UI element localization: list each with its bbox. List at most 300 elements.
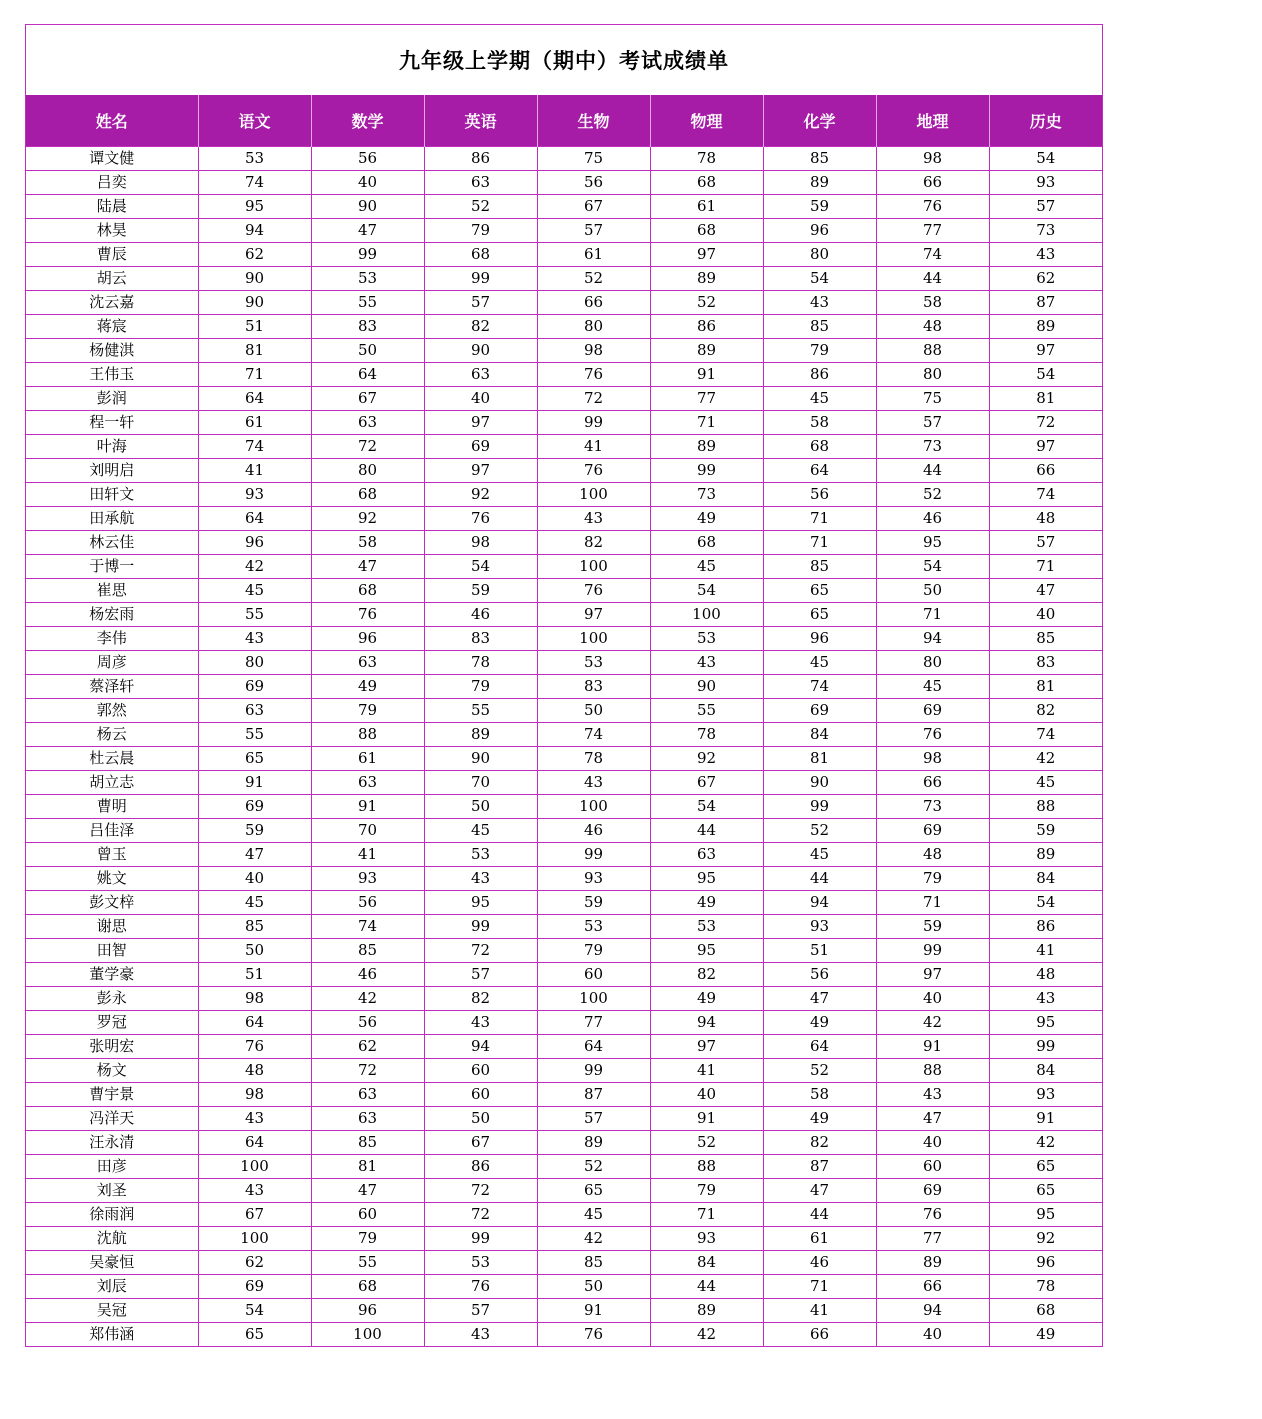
english-score-cell[interactable]: 69	[424, 435, 537, 459]
chinese-score-cell[interactable]: 61	[198, 411, 311, 435]
history-score-cell[interactable]: 62	[989, 267, 1102, 291]
physics-score-cell[interactable]: 68	[650, 171, 763, 195]
chemistry-score-cell[interactable]: 47	[763, 987, 876, 1011]
history-score-cell[interactable]: 42	[989, 747, 1102, 771]
biology-score-cell[interactable]: 89	[537, 1131, 650, 1155]
geography-score-cell[interactable]: 71	[876, 891, 989, 915]
geography-score-cell[interactable]: 73	[876, 435, 989, 459]
math-score-cell[interactable]: 50	[311, 339, 424, 363]
math-score-cell[interactable]: 92	[311, 507, 424, 531]
history-score-cell[interactable]: 97	[989, 339, 1102, 363]
chemistry-score-cell[interactable]: 65	[763, 603, 876, 627]
biology-score-cell[interactable]: 98	[537, 339, 650, 363]
english-score-cell[interactable]: 98	[424, 531, 537, 555]
column-header-geography[interactable]: 地理	[876, 95, 989, 147]
student-name-cell[interactable]: 吕奕	[26, 171, 198, 195]
geography-score-cell[interactable]: 40	[876, 1323, 989, 1347]
geography-score-cell[interactable]: 77	[876, 1227, 989, 1251]
chinese-score-cell[interactable]: 51	[198, 315, 311, 339]
math-score-cell[interactable]: 68	[311, 483, 424, 507]
chinese-score-cell[interactable]: 54	[198, 1299, 311, 1323]
math-score-cell[interactable]: 61	[311, 747, 424, 771]
history-score-cell[interactable]: 71	[989, 555, 1102, 579]
biology-score-cell[interactable]: 100	[537, 795, 650, 819]
biology-score-cell[interactable]: 99	[537, 411, 650, 435]
student-name-cell[interactable]: 于博一	[26, 555, 198, 579]
biology-score-cell[interactable]: 99	[537, 843, 650, 867]
chemistry-score-cell[interactable]: 93	[763, 915, 876, 939]
math-score-cell[interactable]: 70	[311, 819, 424, 843]
physics-score-cell[interactable]: 53	[650, 627, 763, 651]
student-name-cell[interactable]: 叶海	[26, 435, 198, 459]
chemistry-score-cell[interactable]: 94	[763, 891, 876, 915]
english-score-cell[interactable]: 86	[424, 1155, 537, 1179]
column-header-english[interactable]: 英语	[424, 95, 537, 147]
student-name-cell[interactable]: 田智	[26, 939, 198, 963]
biology-score-cell[interactable]: 43	[537, 507, 650, 531]
history-score-cell[interactable]: 41	[989, 939, 1102, 963]
physics-score-cell[interactable]: 100	[650, 603, 763, 627]
chinese-score-cell[interactable]: 67	[198, 1203, 311, 1227]
geography-score-cell[interactable]: 99	[876, 939, 989, 963]
column-header-history[interactable]: 历史	[989, 95, 1102, 147]
english-score-cell[interactable]: 90	[424, 747, 537, 771]
math-score-cell[interactable]: 81	[311, 1155, 424, 1179]
geography-score-cell[interactable]: 66	[876, 1275, 989, 1299]
math-score-cell[interactable]: 55	[311, 291, 424, 315]
column-header-math[interactable]: 数学	[311, 95, 424, 147]
chinese-score-cell[interactable]: 55	[198, 723, 311, 747]
geography-score-cell[interactable]: 42	[876, 1011, 989, 1035]
chemistry-score-cell[interactable]: 82	[763, 1131, 876, 1155]
english-score-cell[interactable]: 57	[424, 291, 537, 315]
history-score-cell[interactable]: 45	[989, 771, 1102, 795]
chemistry-score-cell[interactable]: 43	[763, 291, 876, 315]
chemistry-score-cell[interactable]: 56	[763, 963, 876, 987]
chinese-score-cell[interactable]: 90	[198, 291, 311, 315]
chinese-score-cell[interactable]: 48	[198, 1059, 311, 1083]
chinese-score-cell[interactable]: 43	[198, 1179, 311, 1203]
student-name-cell[interactable]: 田彦	[26, 1155, 198, 1179]
physics-score-cell[interactable]: 41	[650, 1059, 763, 1083]
student-name-cell[interactable]: 郑伟涵	[26, 1323, 198, 1347]
physics-score-cell[interactable]: 91	[650, 363, 763, 387]
english-score-cell[interactable]: 90	[424, 339, 537, 363]
geography-score-cell[interactable]: 71	[876, 603, 989, 627]
math-score-cell[interactable]: 40	[311, 171, 424, 195]
student-name-cell[interactable]: 刘明启	[26, 459, 198, 483]
history-score-cell[interactable]: 78	[989, 1275, 1102, 1299]
english-score-cell[interactable]: 63	[424, 171, 537, 195]
chemistry-score-cell[interactable]: 58	[763, 411, 876, 435]
biology-score-cell[interactable]: 77	[537, 1011, 650, 1035]
history-score-cell[interactable]: 84	[989, 867, 1102, 891]
geography-score-cell[interactable]: 80	[876, 651, 989, 675]
physics-score-cell[interactable]: 40	[650, 1083, 763, 1107]
physics-score-cell[interactable]: 93	[650, 1227, 763, 1251]
chemistry-score-cell[interactable]: 45	[763, 843, 876, 867]
english-score-cell[interactable]: 82	[424, 987, 537, 1011]
geography-score-cell[interactable]: 88	[876, 339, 989, 363]
history-score-cell[interactable]: 84	[989, 1059, 1102, 1083]
chemistry-score-cell[interactable]: 52	[763, 1059, 876, 1083]
history-score-cell[interactable]: 72	[989, 411, 1102, 435]
history-score-cell[interactable]: 86	[989, 915, 1102, 939]
chemistry-score-cell[interactable]: 47	[763, 1179, 876, 1203]
physics-score-cell[interactable]: 54	[650, 795, 763, 819]
english-score-cell[interactable]: 57	[424, 963, 537, 987]
english-score-cell[interactable]: 99	[424, 915, 537, 939]
geography-score-cell[interactable]: 50	[876, 579, 989, 603]
math-score-cell[interactable]: 96	[311, 1299, 424, 1323]
math-score-cell[interactable]: 91	[311, 795, 424, 819]
student-name-cell[interactable]: 冯洋天	[26, 1107, 198, 1131]
english-score-cell[interactable]: 68	[424, 243, 537, 267]
chemistry-score-cell[interactable]: 90	[763, 771, 876, 795]
history-score-cell[interactable]: 83	[989, 651, 1102, 675]
math-score-cell[interactable]: 76	[311, 603, 424, 627]
math-score-cell[interactable]: 96	[311, 627, 424, 651]
history-score-cell[interactable]: 54	[989, 891, 1102, 915]
english-score-cell[interactable]: 89	[424, 723, 537, 747]
english-score-cell[interactable]: 79	[424, 675, 537, 699]
chemistry-score-cell[interactable]: 41	[763, 1299, 876, 1323]
physics-score-cell[interactable]: 94	[650, 1011, 763, 1035]
chinese-score-cell[interactable]: 45	[198, 579, 311, 603]
math-score-cell[interactable]: 47	[311, 219, 424, 243]
physics-score-cell[interactable]: 43	[650, 651, 763, 675]
geography-score-cell[interactable]: 40	[876, 1131, 989, 1155]
english-score-cell[interactable]: 67	[424, 1131, 537, 1155]
biology-score-cell[interactable]: 100	[537, 483, 650, 507]
english-score-cell[interactable]: 50	[424, 795, 537, 819]
geography-score-cell[interactable]: 54	[876, 555, 989, 579]
chemistry-score-cell[interactable]: 44	[763, 867, 876, 891]
physics-score-cell[interactable]: 92	[650, 747, 763, 771]
history-score-cell[interactable]: 65	[989, 1179, 1102, 1203]
math-score-cell[interactable]: 41	[311, 843, 424, 867]
english-score-cell[interactable]: 60	[424, 1059, 537, 1083]
geography-score-cell[interactable]: 46	[876, 507, 989, 531]
biology-score-cell[interactable]: 56	[537, 171, 650, 195]
geography-score-cell[interactable]: 76	[876, 1203, 989, 1227]
chinese-score-cell[interactable]: 95	[198, 195, 311, 219]
chemistry-score-cell[interactable]: 71	[763, 1275, 876, 1299]
geography-score-cell[interactable]: 66	[876, 771, 989, 795]
physics-score-cell[interactable]: 89	[650, 435, 763, 459]
chemistry-score-cell[interactable]: 96	[763, 627, 876, 651]
chemistry-score-cell[interactable]: 58	[763, 1083, 876, 1107]
physics-score-cell[interactable]: 53	[650, 915, 763, 939]
english-score-cell[interactable]: 99	[424, 267, 537, 291]
biology-score-cell[interactable]: 46	[537, 819, 650, 843]
student-name-cell[interactable]: 胡云	[26, 267, 198, 291]
chemistry-score-cell[interactable]: 45	[763, 651, 876, 675]
physics-score-cell[interactable]: 82	[650, 963, 763, 987]
math-score-cell[interactable]: 64	[311, 363, 424, 387]
student-name-cell[interactable]: 郭然	[26, 699, 198, 723]
biology-score-cell[interactable]: 52	[537, 267, 650, 291]
student-name-cell[interactable]: 田承航	[26, 507, 198, 531]
biology-score-cell[interactable]: 65	[537, 1179, 650, 1203]
chinese-score-cell[interactable]: 100	[198, 1155, 311, 1179]
chemistry-score-cell[interactable]: 89	[763, 171, 876, 195]
biology-score-cell[interactable]: 50	[537, 699, 650, 723]
student-name-cell[interactable]: 彭润	[26, 387, 198, 411]
math-score-cell[interactable]: 56	[311, 147, 424, 171]
chemistry-score-cell[interactable]: 81	[763, 747, 876, 771]
history-score-cell[interactable]: 40	[989, 603, 1102, 627]
math-score-cell[interactable]: 63	[311, 411, 424, 435]
student-name-cell[interactable]: 徐雨润	[26, 1203, 198, 1227]
physics-score-cell[interactable]: 68	[650, 531, 763, 555]
student-name-cell[interactable]: 沈航	[26, 1227, 198, 1251]
history-score-cell[interactable]: 85	[989, 627, 1102, 651]
physics-score-cell[interactable]: 84	[650, 1251, 763, 1275]
student-name-cell[interactable]: 曹辰	[26, 243, 198, 267]
chemistry-score-cell[interactable]: 45	[763, 387, 876, 411]
geography-score-cell[interactable]: 52	[876, 483, 989, 507]
math-score-cell[interactable]: 53	[311, 267, 424, 291]
history-score-cell[interactable]: 43	[989, 243, 1102, 267]
english-score-cell[interactable]: 76	[424, 1275, 537, 1299]
math-score-cell[interactable]: 56	[311, 891, 424, 915]
geography-score-cell[interactable]: 43	[876, 1083, 989, 1107]
chemistry-score-cell[interactable]: 85	[763, 147, 876, 171]
chinese-score-cell[interactable]: 42	[198, 555, 311, 579]
student-name-cell[interactable]: 王伟玉	[26, 363, 198, 387]
math-score-cell[interactable]: 60	[311, 1203, 424, 1227]
history-score-cell[interactable]: 99	[989, 1035, 1102, 1059]
english-score-cell[interactable]: 97	[424, 459, 537, 483]
student-name-cell[interactable]: 吴豪恒	[26, 1251, 198, 1275]
physics-score-cell[interactable]: 44	[650, 819, 763, 843]
student-name-cell[interactable]: 曾玉	[26, 843, 198, 867]
geography-score-cell[interactable]: 75	[876, 387, 989, 411]
math-score-cell[interactable]: 55	[311, 1251, 424, 1275]
history-score-cell[interactable]: 49	[989, 1323, 1102, 1347]
biology-score-cell[interactable]: 91	[537, 1299, 650, 1323]
physics-score-cell[interactable]: 78	[650, 723, 763, 747]
chinese-score-cell[interactable]: 63	[198, 699, 311, 723]
biology-score-cell[interactable]: 99	[537, 1059, 650, 1083]
english-score-cell[interactable]: 79	[424, 219, 537, 243]
physics-score-cell[interactable]: 49	[650, 507, 763, 531]
english-score-cell[interactable]: 40	[424, 387, 537, 411]
chemistry-score-cell[interactable]: 85	[763, 315, 876, 339]
chinese-score-cell[interactable]: 69	[198, 675, 311, 699]
english-score-cell[interactable]: 53	[424, 1251, 537, 1275]
chinese-score-cell[interactable]: 96	[198, 531, 311, 555]
biology-score-cell[interactable]: 87	[537, 1083, 650, 1107]
biology-score-cell[interactable]: 53	[537, 915, 650, 939]
chemistry-score-cell[interactable]: 69	[763, 699, 876, 723]
english-score-cell[interactable]: 43	[424, 1011, 537, 1035]
physics-score-cell[interactable]: 55	[650, 699, 763, 723]
history-score-cell[interactable]: 81	[989, 387, 1102, 411]
student-name-cell[interactable]: 吕佳泽	[26, 819, 198, 843]
history-score-cell[interactable]: 91	[989, 1107, 1102, 1131]
chinese-score-cell[interactable]: 98	[198, 987, 311, 1011]
biology-score-cell[interactable]: 97	[537, 603, 650, 627]
history-score-cell[interactable]: 92	[989, 1227, 1102, 1251]
math-score-cell[interactable]: 63	[311, 651, 424, 675]
biology-score-cell[interactable]: 100	[537, 555, 650, 579]
english-score-cell[interactable]: 53	[424, 843, 537, 867]
history-score-cell[interactable]: 65	[989, 1155, 1102, 1179]
geography-score-cell[interactable]: 69	[876, 819, 989, 843]
geography-score-cell[interactable]: 58	[876, 291, 989, 315]
biology-score-cell[interactable]: 78	[537, 747, 650, 771]
chemistry-score-cell[interactable]: 49	[763, 1011, 876, 1035]
biology-score-cell[interactable]: 76	[537, 459, 650, 483]
english-score-cell[interactable]: 99	[424, 1227, 537, 1251]
student-name-cell[interactable]: 蒋宸	[26, 315, 198, 339]
geography-score-cell[interactable]: 44	[876, 267, 989, 291]
biology-score-cell[interactable]: 74	[537, 723, 650, 747]
chemistry-score-cell[interactable]: 49	[763, 1107, 876, 1131]
geography-score-cell[interactable]: 69	[876, 1179, 989, 1203]
biology-score-cell[interactable]: 42	[537, 1227, 650, 1251]
biology-score-cell[interactable]: 83	[537, 675, 650, 699]
physics-score-cell[interactable]: 52	[650, 291, 763, 315]
history-score-cell[interactable]: 97	[989, 435, 1102, 459]
geography-score-cell[interactable]: 44	[876, 459, 989, 483]
math-score-cell[interactable]: 90	[311, 195, 424, 219]
math-score-cell[interactable]: 46	[311, 963, 424, 987]
english-score-cell[interactable]: 52	[424, 195, 537, 219]
biology-score-cell[interactable]: 60	[537, 963, 650, 987]
history-score-cell[interactable]: 57	[989, 531, 1102, 555]
geography-score-cell[interactable]: 69	[876, 699, 989, 723]
biology-score-cell[interactable]: 100	[537, 987, 650, 1011]
geography-score-cell[interactable]: 40	[876, 987, 989, 1011]
history-score-cell[interactable]: 57	[989, 195, 1102, 219]
chinese-score-cell[interactable]: 51	[198, 963, 311, 987]
student-name-cell[interactable]: 蔡泽轩	[26, 675, 198, 699]
physics-score-cell[interactable]: 89	[650, 339, 763, 363]
biology-score-cell[interactable]: 66	[537, 291, 650, 315]
biology-score-cell[interactable]: 76	[537, 579, 650, 603]
english-score-cell[interactable]: 83	[424, 627, 537, 651]
physics-score-cell[interactable]: 52	[650, 1131, 763, 1155]
chinese-score-cell[interactable]: 85	[198, 915, 311, 939]
student-name-cell[interactable]: 杨文	[26, 1059, 198, 1083]
physics-score-cell[interactable]: 91	[650, 1107, 763, 1131]
chinese-score-cell[interactable]: 81	[198, 339, 311, 363]
student-name-cell[interactable]: 彭永	[26, 987, 198, 1011]
student-name-cell[interactable]: 田轩文	[26, 483, 198, 507]
student-name-cell[interactable]: 姚文	[26, 867, 198, 891]
chinese-score-cell[interactable]: 74	[198, 171, 311, 195]
geography-score-cell[interactable]: 98	[876, 147, 989, 171]
chemistry-score-cell[interactable]: 61	[763, 1227, 876, 1251]
english-score-cell[interactable]: 59	[424, 579, 537, 603]
physics-score-cell[interactable]: 95	[650, 867, 763, 891]
physics-score-cell[interactable]: 95	[650, 939, 763, 963]
chinese-score-cell[interactable]: 100	[198, 1227, 311, 1251]
history-score-cell[interactable]: 87	[989, 291, 1102, 315]
biology-score-cell[interactable]: 85	[537, 1251, 650, 1275]
history-score-cell[interactable]: 48	[989, 963, 1102, 987]
column-header-chemistry[interactable]: 化学	[763, 95, 876, 147]
english-score-cell[interactable]: 97	[424, 411, 537, 435]
physics-score-cell[interactable]: 44	[650, 1275, 763, 1299]
student-name-cell[interactable]: 杜云晨	[26, 747, 198, 771]
math-score-cell[interactable]: 80	[311, 459, 424, 483]
column-header-biology[interactable]: 生物	[537, 95, 650, 147]
chinese-score-cell[interactable]: 65	[198, 747, 311, 771]
student-name-cell[interactable]: 谭文健	[26, 147, 198, 171]
geography-score-cell[interactable]: 48	[876, 315, 989, 339]
chinese-score-cell[interactable]: 64	[198, 1131, 311, 1155]
geography-score-cell[interactable]: 88	[876, 1059, 989, 1083]
physics-score-cell[interactable]: 54	[650, 579, 763, 603]
physics-score-cell[interactable]: 73	[650, 483, 763, 507]
student-name-cell[interactable]: 曹明	[26, 795, 198, 819]
english-score-cell[interactable]: 46	[424, 603, 537, 627]
geography-score-cell[interactable]: 76	[876, 723, 989, 747]
geography-score-cell[interactable]: 89	[876, 1251, 989, 1275]
math-score-cell[interactable]: 42	[311, 987, 424, 1011]
chemistry-score-cell[interactable]: 52	[763, 819, 876, 843]
student-name-cell[interactable]: 杨健淇	[26, 339, 198, 363]
geography-score-cell[interactable]: 45	[876, 675, 989, 699]
student-name-cell[interactable]: 李伟	[26, 627, 198, 651]
physics-score-cell[interactable]: 49	[650, 987, 763, 1011]
student-name-cell[interactable]: 张明宏	[26, 1035, 198, 1059]
geography-score-cell[interactable]: 80	[876, 363, 989, 387]
chemistry-score-cell[interactable]: 46	[763, 1251, 876, 1275]
physics-score-cell[interactable]: 42	[650, 1323, 763, 1347]
math-score-cell[interactable]: 100	[311, 1323, 424, 1347]
biology-score-cell[interactable]: 79	[537, 939, 650, 963]
student-name-cell[interactable]: 罗冠	[26, 1011, 198, 1035]
geography-score-cell[interactable]: 79	[876, 867, 989, 891]
math-score-cell[interactable]: 85	[311, 1131, 424, 1155]
chemistry-score-cell[interactable]: 44	[763, 1203, 876, 1227]
chinese-score-cell[interactable]: 53	[198, 147, 311, 171]
geography-score-cell[interactable]: 47	[876, 1107, 989, 1131]
geography-score-cell[interactable]: 59	[876, 915, 989, 939]
physics-score-cell[interactable]: 99	[650, 459, 763, 483]
geography-score-cell[interactable]: 48	[876, 843, 989, 867]
math-score-cell[interactable]: 88	[311, 723, 424, 747]
chinese-score-cell[interactable]: 93	[198, 483, 311, 507]
english-score-cell[interactable]: 50	[424, 1107, 537, 1131]
physics-score-cell[interactable]: 97	[650, 1035, 763, 1059]
biology-score-cell[interactable]: 67	[537, 195, 650, 219]
biology-score-cell[interactable]: 82	[537, 531, 650, 555]
chinese-score-cell[interactable]: 98	[198, 1083, 311, 1107]
column-header-physics[interactable]: 物理	[650, 95, 763, 147]
math-score-cell[interactable]: 72	[311, 1059, 424, 1083]
chinese-score-cell[interactable]: 69	[198, 1275, 311, 1299]
chemistry-score-cell[interactable]: 68	[763, 435, 876, 459]
history-score-cell[interactable]: 95	[989, 1011, 1102, 1035]
english-score-cell[interactable]: 78	[424, 651, 537, 675]
physics-score-cell[interactable]: 49	[650, 891, 763, 915]
student-name-cell[interactable]: 程一轩	[26, 411, 198, 435]
student-name-cell[interactable]: 董学豪	[26, 963, 198, 987]
history-score-cell[interactable]: 66	[989, 459, 1102, 483]
chinese-score-cell[interactable]: 55	[198, 603, 311, 627]
history-score-cell[interactable]: 42	[989, 1131, 1102, 1155]
math-score-cell[interactable]: 83	[311, 315, 424, 339]
english-score-cell[interactable]: 54	[424, 555, 537, 579]
english-score-cell[interactable]: 72	[424, 939, 537, 963]
chinese-score-cell[interactable]: 91	[198, 771, 311, 795]
